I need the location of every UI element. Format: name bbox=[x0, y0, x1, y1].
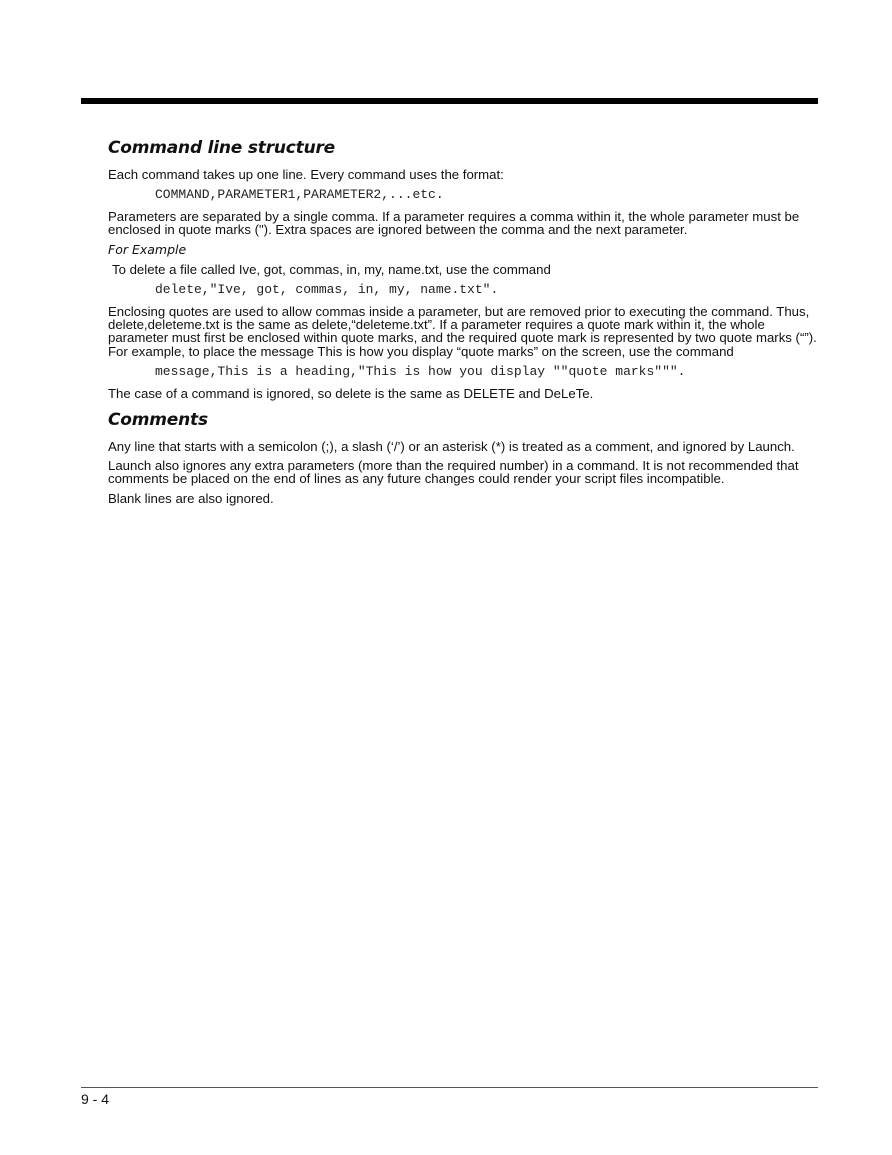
example-label: For Example bbox=[108, 241, 187, 257]
code-example-delete: delete,"Ive, got, commas, in, my, name.txt". bbox=[155, 282, 499, 298]
paragraph-parameters: Parameters are separated by a single comma. If a parameter requires a comma within it, the whole parameter must be enclosed in quote marks ("). Extra spaces are ignored between the comma and the next parameter. bbox=[108, 209, 800, 238]
section-heading-comments: Comments bbox=[108, 410, 208, 431]
section-heading-command-line-structure: Command line structure bbox=[108, 138, 336, 158]
code-example-format: COMMAND,PARAMETER1,PARAMETER2,...etc. bbox=[155, 187, 444, 203]
page-number: 9 - 4 bbox=[81, 1091, 110, 1107]
code-example-message: message,This is a heading,"This is how you display ""quote marks""". bbox=[155, 363, 686, 379]
paragraph-format-intro: Each command takes up one line. Every command uses the format: bbox=[108, 167, 504, 182]
page-body bbox=[108, 137, 820, 511]
paragraph-case: The case of a command is ignored, so delete is the same as DELETE and DeLeTe. bbox=[108, 385, 594, 401]
paragraph-delete-example: To delete a file called Ive, got, commas, in, my, name.txt, use the command bbox=[112, 261, 551, 277]
paragraph-blank-lines: Blank lines are also ignored. bbox=[108, 490, 274, 506]
paragraph-comment-lines: Any line that starts with a semicolon (;), a slash (‘/’) or an asterisk (*) is treated as a comment, and ignored by Launch. bbox=[108, 439, 795, 455]
header-rule bbox=[81, 98, 818, 104]
footer-rule bbox=[81, 1087, 818, 1088]
paragraph-enclosing-quotes: Enclosing quotes are used to allow commas inside a parameter, but are removed prior to executing the command. Thus, delete,deleteme.txt is the same as delete,“deleteme.txt”. If a parameter requires a quote mark within it, the whole parameter must first be enclosed within quote marks, and the required quote mark is represented by two quote marks (“”). For example, to place the message This is how you display “quote marks” on the screen, use the command bbox=[108, 304, 817, 359]
paragraph-extra-parameters: Launch also ignores any extra parameters (more than the required number) in a command. It is not recommended that comments be placed on the end of lines as any future changes could render your script files incompatible. bbox=[108, 458, 799, 487]
